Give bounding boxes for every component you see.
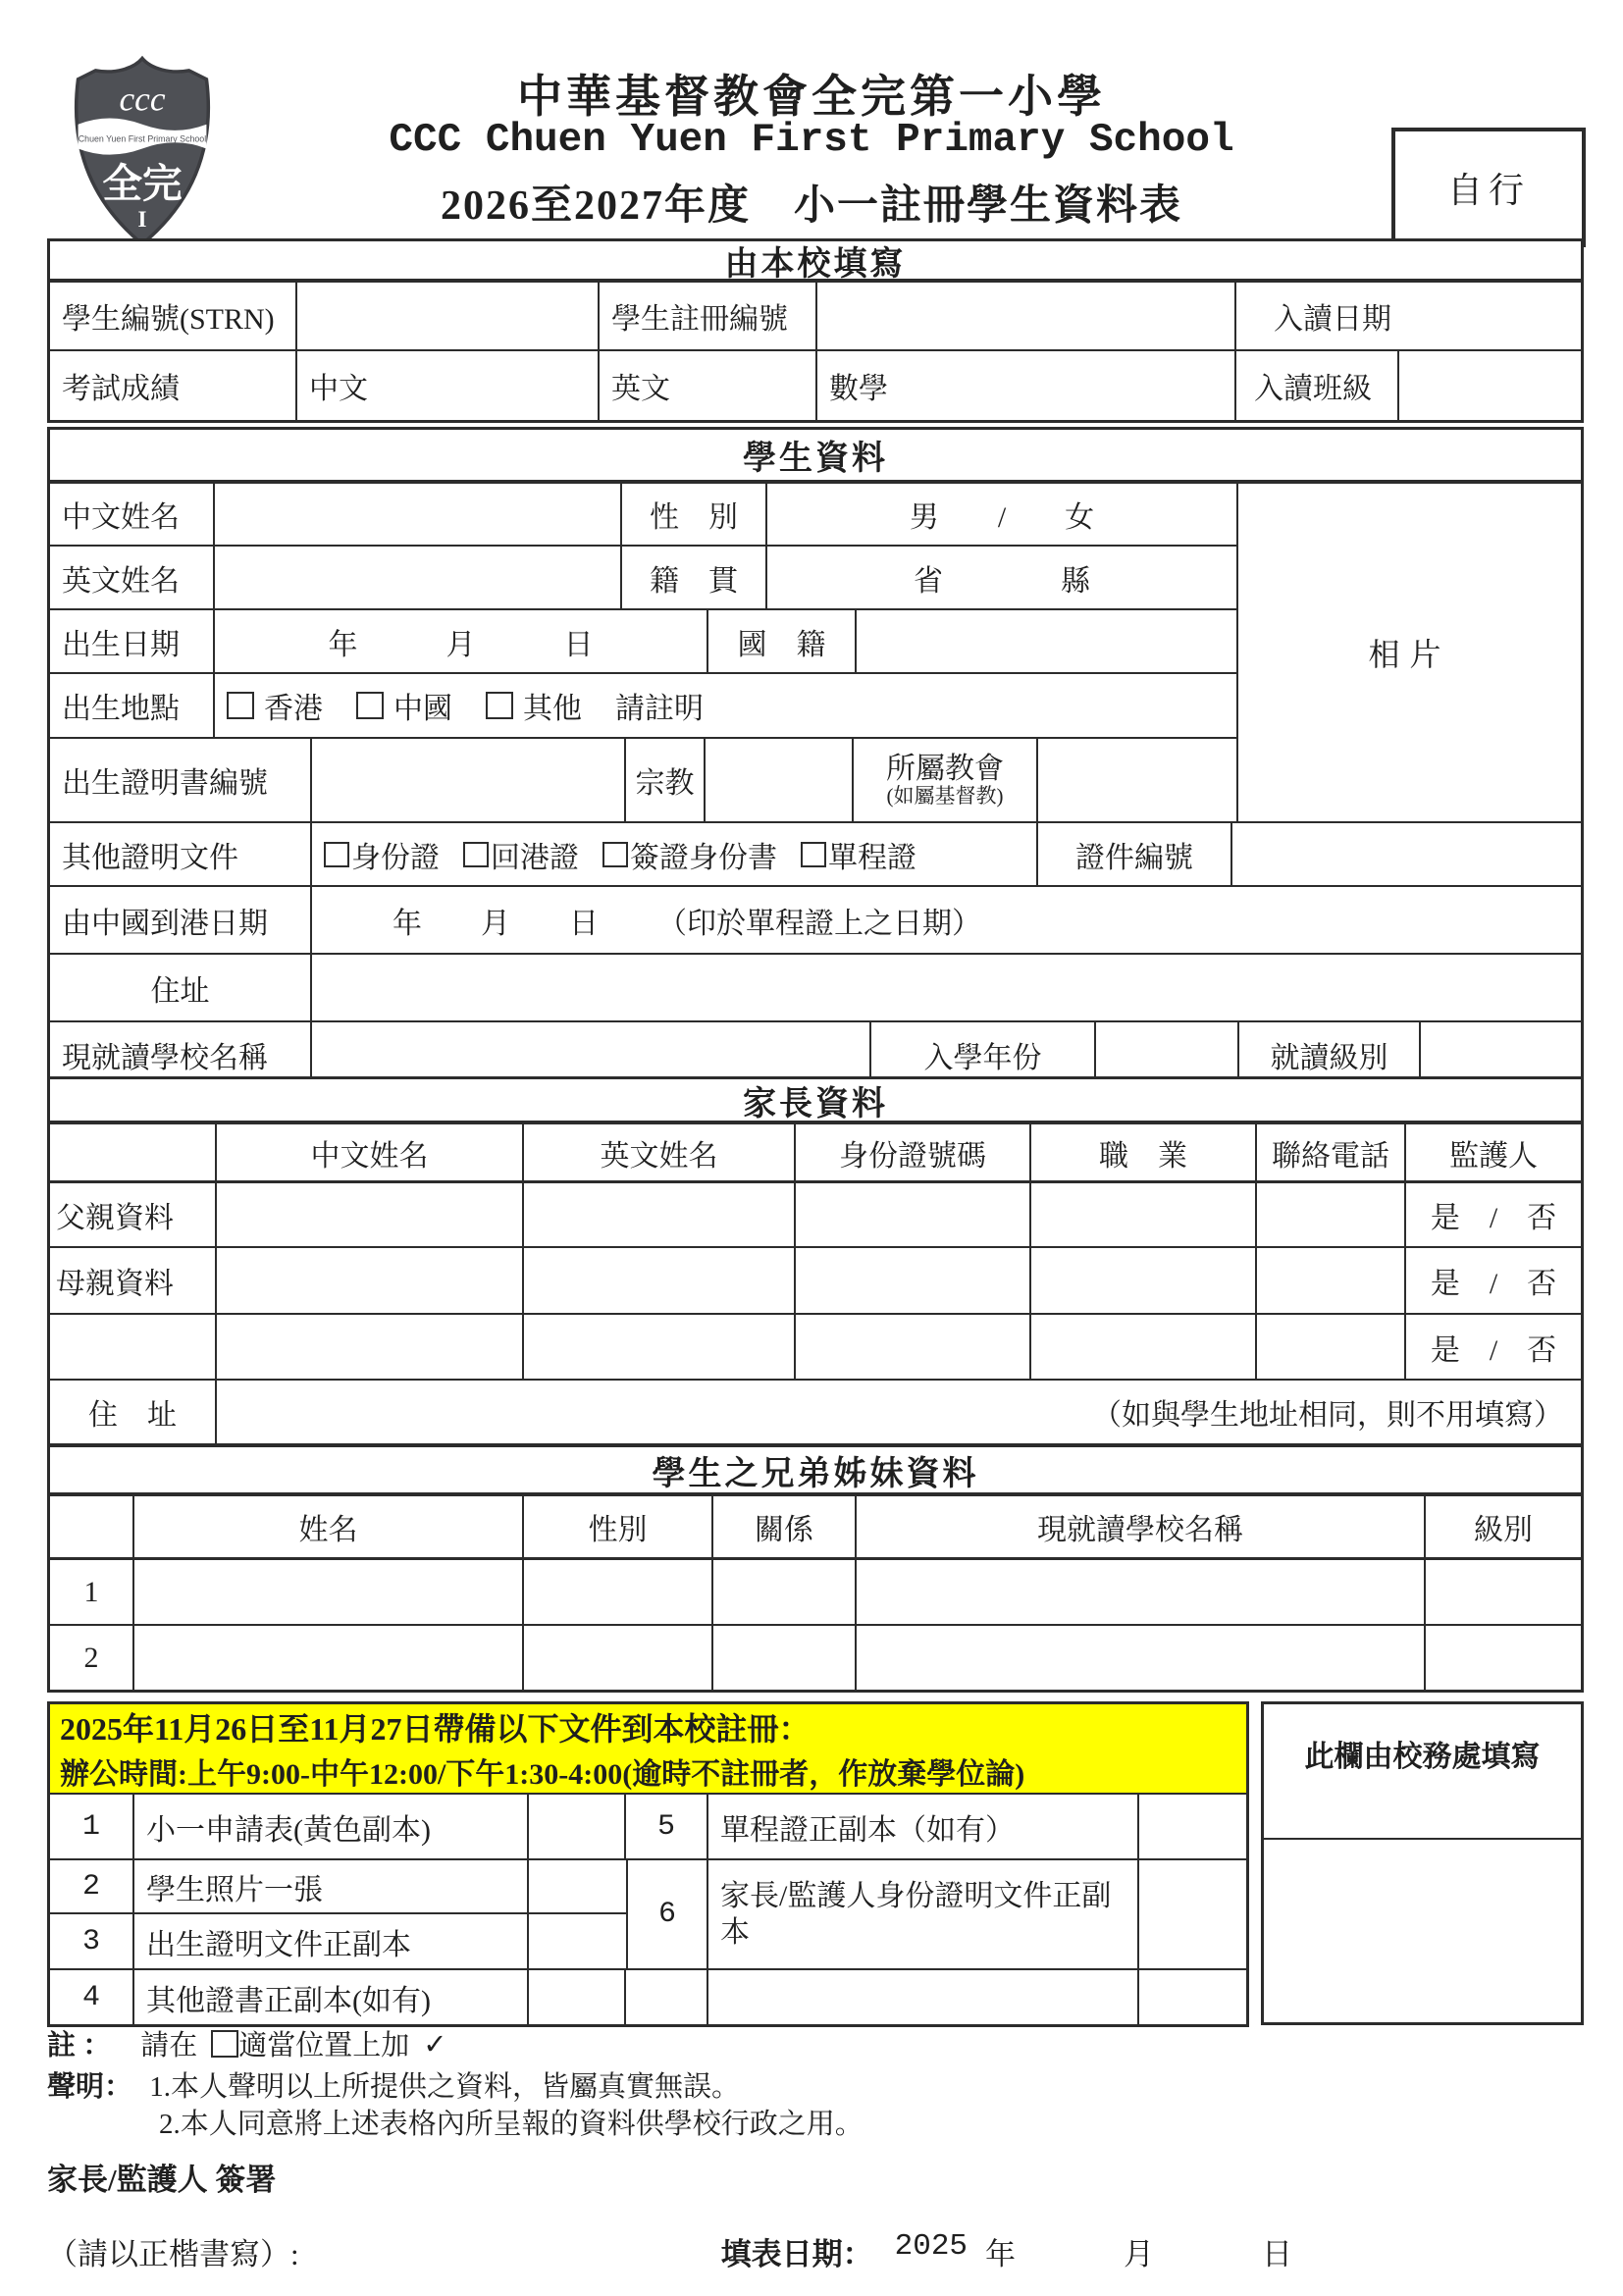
exam-label: 考試成績	[50, 351, 297, 420]
col-name-en: 英文姓名	[524, 1124, 796, 1180]
other-guardian-name-zh-cell	[217, 1315, 524, 1379]
doc-check-cell	[529, 1970, 626, 2024]
registration-section	[47, 1701, 1584, 2027]
doc-row	[50, 1795, 1246, 1860]
birth-cert-label: 出生證明書編號	[50, 739, 312, 821]
col-occupation: 職 業	[1031, 1124, 1257, 1180]
sibling-gender-cell	[524, 1560, 713, 1624]
registration-banner	[50, 1704, 1246, 1795]
fill-date-year-value: 2025	[894, 2229, 969, 2264]
origin-label: 籍 貫	[622, 547, 767, 608]
entry-class-label: 入讀班級	[1236, 351, 1399, 420]
nationality-value-cell	[857, 610, 1236, 672]
church-value-cell	[1038, 739, 1236, 821]
other-doc-option	[602, 833, 777, 876]
mother-name-en-cell	[524, 1248, 796, 1313]
doc-no-value-cell	[1232, 823, 1581, 885]
father-guardian-cell: 是 / 否	[1430, 1202, 1557, 1234]
note-label: 註 ：	[47, 2030, 112, 2061]
sibling-row	[50, 1560, 1581, 1626]
table-row	[50, 955, 1581, 1022]
other-doc-option	[324, 833, 440, 876]
doc-number: 3	[50, 1914, 134, 1968]
col-id-no: 身份證號碼	[796, 1124, 1031, 1180]
dob-ymd-cell: 年 月 日	[215, 610, 708, 672]
other-docs-options-cell	[312, 823, 1038, 885]
student-section-title: 學生資料	[50, 430, 1581, 484]
table-row	[50, 674, 1236, 739]
declaration-text-1: 1.本人聲明以上所提供之資料，皆屬真實無誤。	[149, 2071, 741, 2103]
doc-number: 5	[626, 1795, 708, 1858]
office-use-box	[1261, 1701, 1584, 2025]
student-section	[47, 427, 1584, 1090]
sibling-row-number: 2	[50, 1626, 134, 1690]
sibling-name-cell	[134, 1626, 524, 1690]
entry-date-label: 入讀日期	[1274, 303, 1391, 336]
sibling-school-cell	[857, 1560, 1426, 1624]
arrival-note: （印於單程證上之日期）	[657, 907, 981, 940]
month-blank	[1016, 2229, 1124, 2273]
checkbox-icon	[463, 842, 489, 867]
birthplace-option	[227, 684, 323, 727]
table-row	[50, 351, 1581, 420]
name-en-label: 英文姓名	[50, 547, 215, 608]
corner-category-label: 自行	[1446, 170, 1530, 210]
checkbox-icon	[801, 842, 826, 867]
school-name-english: CCC Chuen Yuen First Primary School	[389, 118, 1234, 163]
school-name-chinese: 中華基督教會全完第一小學	[517, 72, 1106, 122]
doc-text: 出生證明文件正副本	[134, 1914, 529, 1968]
table-row	[50, 739, 1236, 821]
religion-value-cell	[706, 739, 854, 821]
signature-blank	[299, 2229, 721, 2273]
church-label: 所屬教會	[886, 752, 1004, 785]
father-name-en-cell	[524, 1183, 796, 1246]
logo-band-text: Chuen Yuen First Primary School	[78, 133, 207, 144]
checkbox-icon	[324, 842, 349, 867]
arrival-value-cell	[312, 887, 1581, 953]
sibling-class-cell	[1426, 1560, 1581, 1624]
parents-address-label: 住 址	[50, 1381, 217, 1443]
doc-text: 單程證正副本（如有）	[708, 1795, 1139, 1858]
declaration-text-2: 2.本人同意將上述表格內所呈報的資料供學校行政之用。	[159, 2109, 864, 2140]
checkbox-icon	[211, 2030, 238, 2058]
birthplace-option	[486, 684, 582, 727]
reg-no-label: 學生註冊編號	[600, 283, 817, 349]
other-doc-option-label: 單程證	[828, 841, 916, 874]
col-sibling-class: 級別	[1474, 1514, 1533, 1546]
empty-cell	[1139, 1970, 1246, 2024]
table-row	[50, 887, 1581, 955]
doc-text: 其他證書正副本(如有)	[134, 1970, 529, 2024]
doc-text: 小一申請表(黃色副本)	[134, 1795, 529, 1858]
parents-section	[47, 1076, 1584, 1446]
doc-text: 家長/監護人身份證明文件正副本	[708, 1860, 1139, 1968]
col-sibling-gender: 性別	[524, 1496, 713, 1557]
birthplace-note: 請註明	[615, 693, 704, 725]
student-upper-block	[50, 484, 1581, 821]
arrival-label: 由中國到港日期	[50, 887, 312, 953]
strn-label: 學生編號(STRN)	[50, 283, 297, 349]
checkbox-icon	[227, 692, 254, 719]
sibling-relation-cell	[713, 1560, 857, 1624]
empty-cell	[708, 1970, 1139, 2024]
sibling-row-number: 1	[50, 1560, 134, 1624]
doc-check-cell	[1139, 1860, 1246, 1968]
father-name-zh-cell	[217, 1183, 524, 1246]
father-occupation-cell	[1031, 1183, 1257, 1246]
doc-check-cell	[1139, 1795, 1246, 1858]
mother-guardian-cell: 是 / 否	[1430, 1268, 1557, 1300]
declaration-line-2	[47, 2102, 864, 2142]
logo-monogram: ccc	[119, 78, 166, 119]
doc-number: 6	[626, 1860, 708, 1968]
school-fill-title: 由本校填寫	[50, 241, 1581, 283]
declaration-label: 聲明：	[47, 2071, 133, 2103]
other-guardian-name-en-cell	[524, 1315, 796, 1379]
parents-address-row	[50, 1381, 1581, 1443]
day-blank	[1154, 2229, 1262, 2273]
mother-label: 母親資料	[50, 1248, 217, 1313]
parents-header-row	[50, 1124, 1581, 1183]
sibling-row	[50, 1626, 1581, 1690]
father-label: 父親資料	[50, 1183, 217, 1246]
sibling-relation-cell	[713, 1626, 857, 1690]
doc-no-label: 證件編號	[1038, 823, 1232, 885]
mother-phone-cell	[1257, 1248, 1406, 1313]
col-name-zh: 中文姓名	[217, 1124, 524, 1180]
dob-label: 出生日期	[50, 610, 215, 672]
doc-text: 學生照片一張	[134, 1860, 529, 1912]
signature-label: 家長/監護人 簽署	[47, 2163, 277, 2197]
col-sibling-name: 姓名	[134, 1496, 524, 1557]
birth-cert-value-cell	[312, 739, 626, 821]
other-guardian-id-cell	[796, 1315, 1031, 1379]
father-id-cell	[796, 1183, 1031, 1246]
registration-dates-line: 2025年11月26日至11月27日帶備以下文件到本校註冊：	[60, 1711, 811, 1747]
other-doc-option	[463, 833, 579, 876]
siblings-header-row	[50, 1496, 1581, 1560]
tick-mark: ✓	[423, 2026, 447, 2061]
corner-category-box	[1391, 128, 1586, 247]
church-note: (如屬基督教)	[886, 783, 1004, 808]
address-label: 住址	[50, 955, 312, 1020]
empty-header-cell	[50, 1496, 134, 1557]
signature-hint: （請以正楷書寫）:	[47, 2237, 299, 2271]
note-line	[47, 2023, 447, 2063]
math-score-cell: 數學	[817, 351, 1236, 420]
sibling-class-cell	[1426, 1626, 1581, 1690]
doc-row	[50, 1970, 1246, 2024]
nationality-label: 國 籍	[708, 610, 857, 672]
doc-number: 4	[50, 1970, 134, 2024]
table-row	[50, 821, 1581, 887]
office-use-title: 此欄由校務處填寫	[1264, 1704, 1581, 1840]
siblings-section	[47, 1444, 1584, 1693]
birthplace-label: 出生地點	[50, 674, 215, 737]
birthplace-option-label: 香港	[264, 693, 323, 725]
doc-number: 1	[50, 1795, 134, 1858]
other-guardian-phone-cell	[1257, 1315, 1406, 1379]
mother-id-cell	[796, 1248, 1031, 1313]
church-label-cell	[854, 739, 1038, 821]
gender-options: 男 / 女	[909, 501, 1095, 534]
table-row	[50, 484, 1236, 547]
declaration-line-1	[47, 2064, 740, 2105]
father-phone-cell	[1257, 1183, 1406, 1246]
table-row	[50, 610, 1236, 674]
other-doc-option-label: 回港證	[491, 841, 579, 874]
fill-date-label: 填表日期：	[720, 2237, 873, 2271]
name-zh-value-cell	[215, 484, 622, 545]
chinese-score-cell: 中文	[297, 351, 600, 420]
doc-check-cell	[529, 1795, 626, 1858]
arrival-ymd: 年 月 日	[393, 907, 599, 940]
entry-year-label: 入學年份	[871, 1022, 1096, 1087]
birthplace-option-label: 其他	[523, 693, 582, 725]
parents-section-title: 家長資料	[50, 1079, 1581, 1124]
religion-label: 宗教	[626, 739, 706, 821]
other-docs-label: 其他證明文件	[50, 823, 312, 885]
name-en-value-cell	[215, 547, 622, 608]
school-fill-section	[47, 238, 1584, 423]
month-unit: 月	[1124, 2237, 1155, 2271]
english-score-cell: 英文	[600, 351, 817, 420]
entry-class-value-cell	[1399, 351, 1581, 420]
mother-occupation-cell	[1031, 1248, 1257, 1313]
col-sibling-relation: 關係	[713, 1496, 857, 1557]
other-doc-option-label: 身份證	[351, 841, 440, 874]
doc-row	[50, 1914, 626, 1968]
doc-check-cell	[529, 1860, 626, 1912]
table-row	[50, 283, 1581, 351]
sibling-name-cell	[134, 1560, 524, 1624]
birthplace-option-label: 中國	[393, 693, 452, 725]
address-value-cell	[312, 955, 1581, 1020]
empty-cell	[626, 1970, 708, 2024]
col-phone: 聯絡電話	[1257, 1124, 1406, 1180]
sibling-gender-cell	[524, 1626, 713, 1690]
col-guardian: 監護人	[1449, 1139, 1538, 1173]
other-doc-option-label: 簽證身份書	[630, 841, 777, 874]
empty-header-cell	[50, 1124, 217, 1180]
note-pre: 請在	[140, 2030, 198, 2061]
gender-label: 性 別	[622, 484, 767, 545]
cur-class-label: 就讀級別	[1239, 1022, 1421, 1087]
logo-name-chars: 全完	[102, 161, 183, 206]
registration-table	[47, 1701, 1249, 2027]
other-guardian-guardian-cell: 是 / 否	[1430, 1333, 1557, 1367]
mother-row	[50, 1248, 1581, 1315]
reg-no-value-cell	[817, 283, 1236, 349]
other-guardian-row	[50, 1315, 1581, 1381]
logo-roman-numeral: I	[137, 207, 147, 233]
other-doc-option	[801, 833, 916, 876]
doc-check-cell	[529, 1914, 626, 1968]
birthplace-option	[356, 684, 452, 727]
doc-rows-2-3	[50, 1860, 1246, 1970]
registration-hours-line: 辦公時間:上午9:00-中午12:00/下午1:30-4:00(逾時不註冊者，作放棄學位論)	[60, 1758, 1025, 1791]
mother-name-zh-cell	[217, 1248, 524, 1313]
photo-box	[1236, 484, 1581, 821]
year-unit: 年	[985, 2237, 1017, 2271]
doc-number: 2	[50, 1860, 134, 1912]
checkbox-icon	[356, 692, 384, 719]
form-title: 2026至2027年度 小一註冊學生資料表	[440, 183, 1182, 229]
checkbox-icon	[602, 842, 628, 867]
siblings-section-title: 學生之兄弟姊妹資料	[50, 1447, 1581, 1496]
birthplace-options-cell	[215, 674, 1236, 737]
col-sibling-school: 現就讀學校名稱	[857, 1496, 1426, 1557]
name-zh-label: 中文姓名	[50, 484, 215, 545]
note-post: 適當位置上加	[238, 2030, 410, 2061]
signature-date-line	[47, 2229, 1584, 2273]
father-row	[50, 1183, 1581, 1248]
doc-row	[50, 1860, 626, 1914]
checkbox-icon	[486, 692, 513, 719]
parents-address-cell: （如與學生地址相同，則不用填寫）	[1092, 1399, 1563, 1432]
photo-label: 相片	[1368, 637, 1451, 672]
origin-options: 省 縣	[914, 564, 1090, 598]
sibling-school-cell	[857, 1626, 1426, 1690]
day-unit: 日	[1262, 2237, 1293, 2271]
strn-value-cell	[297, 283, 600, 349]
other-guardian-occupation-cell	[1031, 1315, 1257, 1379]
cur-school-label: 現就讀學校名稱	[50, 1022, 312, 1087]
table-row	[50, 547, 1236, 610]
other-guardian-label-cell	[50, 1315, 217, 1379]
